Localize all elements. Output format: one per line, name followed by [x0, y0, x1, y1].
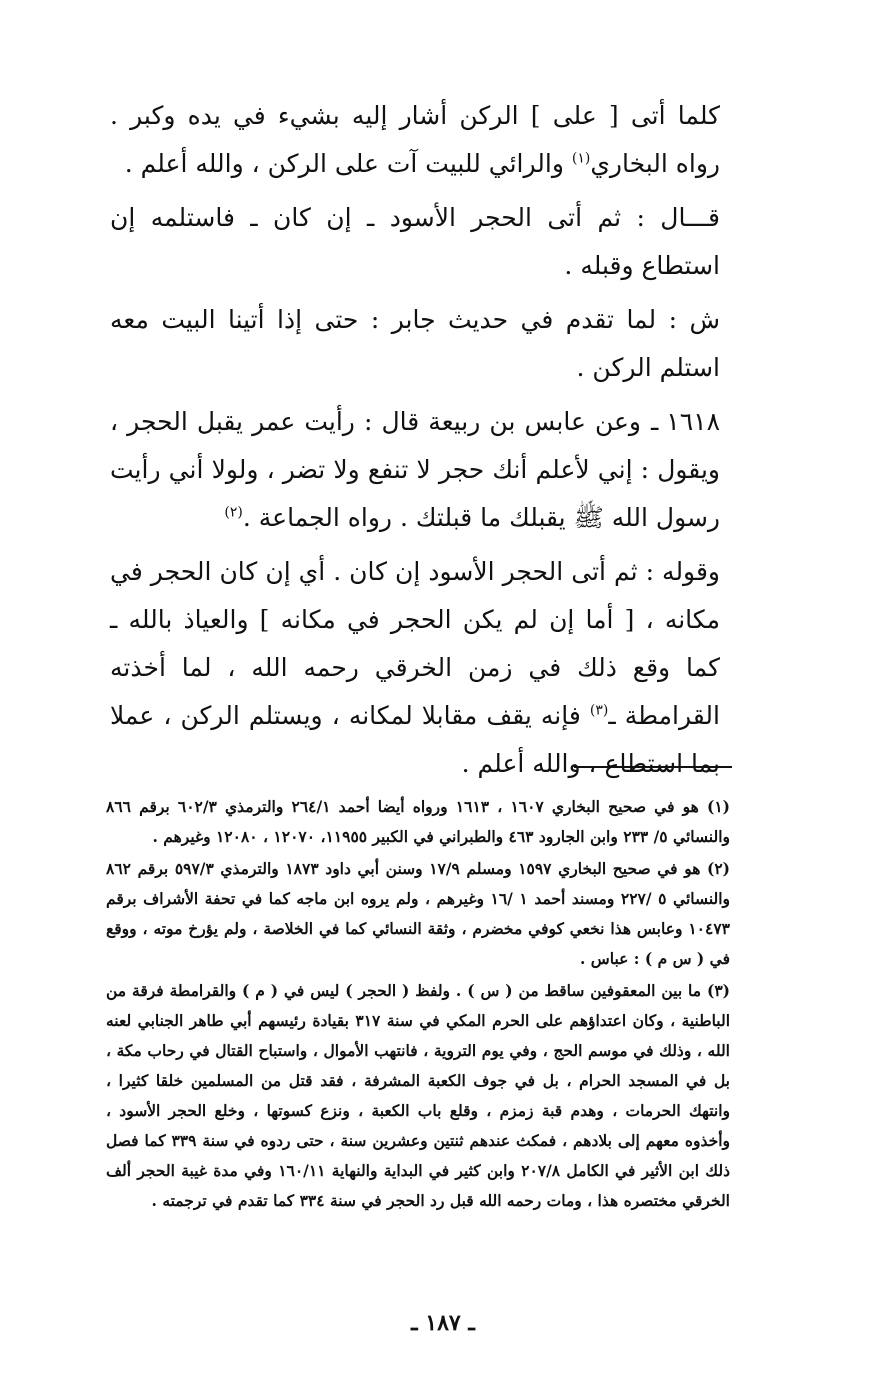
- footnote-2: (٢) هو في صحيح البخاري ١٥٩٧ ومسلم ١٧/٩ وسنن أبي داود ١٨٧٣ والترمذي ٥٩٧/٣ برقم ٨٦٢ والنسائي ٥ /٢٢٧ ومسند أحمد ١ /١٦ وغيرهم ، ولم يروه ابن ماجه كما في تحفة الأشراف برقم ١٠٤٧٣ وعابس هذا نخعي كوفي مخضرم ، وثقة النسائي كما في الخلاصة ، ولم يؤرخ موته ، ووقع في ( س م ) : عباس .: [106, 859, 731, 968]
- page-number: ـ ١٨٧ ـ: [411, 1310, 475, 1336]
- main-text: [110, 92, 720, 794]
- footnote-ref-3: (٣): [589, 702, 609, 719]
- footnotes: [106, 792, 730, 1218]
- paragraph-2: قـــال : ثم أتى الحجر الأسود ـ إن كان ـ فاستلمه إن استطاع وقبله .: [110, 203, 720, 280]
- hadith-number: ١٦١٨ ـ: [651, 407, 720, 436]
- paragraph-4: ١٦١٨ ـوعن عابس بن ربيعة قال : رأيت عمر يقبل الحجر ، ويقول : إني لأعلم أنك حجر لا تنفع ولا تضر ، ولولا أني رأيت رسول الله ﷺ يقبلك ما قبلتك . رواه الجماعة .$^{(٢)}$: [110, 398, 720, 542]
- paragraph-3: ش : لما تقدم في حديث جابر : حتى إذا أتينا البيت معه استلم الركن .: [110, 305, 720, 382]
- footnote-3: (٣) ما بين المعقوفين ساقط من ( س ) . ولفظ ( الحجر ) ليس في ( م ) والقرامطة فرقة من الباطنية ، وكان اعتداؤهم على الحرم المكي في سنة ٣١٧ بقيادة رئيسهم أبي طاهر الجنابي لعنه الله ، وذلك في موسم الحج ، وفي يوم التروية ، فانتهب الأموال ، واستباح القتال في رحاب مكة ، بل في المسجد الحرام ، بل في جوف الكعبة المشرفة ، فقد قتل من المسلمين خلقا كثيرا ، وانتهك الحرمات ، وهدم قبة زمزم ، وقلع باب الكعبة ، ونزع كسوتها ، وخلع الحجر الأسود ، وأخذوه معهم إلى بلادهم ، فمكث عندهم ثنتين وعشرين سنة ، حتى ردوه في سنة ٣٣٩ كما فصل ذلك ابن الأثير في الكامل ٢٠٧/٨ وابن كثير في البداية والنهاية ١٦٠/١١ وفي مدة غيبة الحجر ألف الخرقي مختصره هذا ، ومات رحمه الله قبل رد الحجر في سنة ٣٣٤ كما تقدم في ترجمته .: [106, 981, 731, 1210]
- paragraph-1: كلما أتى [ على ] الركن أشار إليه بشيء في يده وكبر . رواه البخاري$^{(١)}$ والرائي للبيت آت على الركن ، والله أعلم .: [110, 101, 720, 178]
- footnote-ref-1: (١): [571, 150, 591, 167]
- footnote-ref-2: (٢): [224, 504, 243, 521]
- paragraph-5: وقوله : ثم أتى الحجر الأسود إن كان . أي إن كان الحجر في مكانه ، [ أما إن لم يكن الحجر في مكانه ] والعياذ بالله ـ كما وقع ذلك في زمن الخرقي رحمه الله ، لما أخذته القرامطة ـ$^{(٣)}$ فإنه يقف مقابلا لمكانه ، ويستلم الركن ، عملا بما استطاع ، والله أعلم .: [110, 557, 720, 778]
- footnote-1: (١) هو في صحيح البخاري ١٦٠٧ ، ١٦١٣ ورواه أيضا أحمد ٢٦٤/١ والترمذي ٦٠٢/٣ برقم ٨٦٦ والنسائي ٥/ ٢٣٣ وابن الجارود ٤٦٣ والطبراني في الكبير ١١٩٥٥، ١٢٠٧٠ ، ١٢٠٨٠ وغيرهم .: [106, 797, 730, 846]
- footnote-divider: [574, 766, 732, 768]
